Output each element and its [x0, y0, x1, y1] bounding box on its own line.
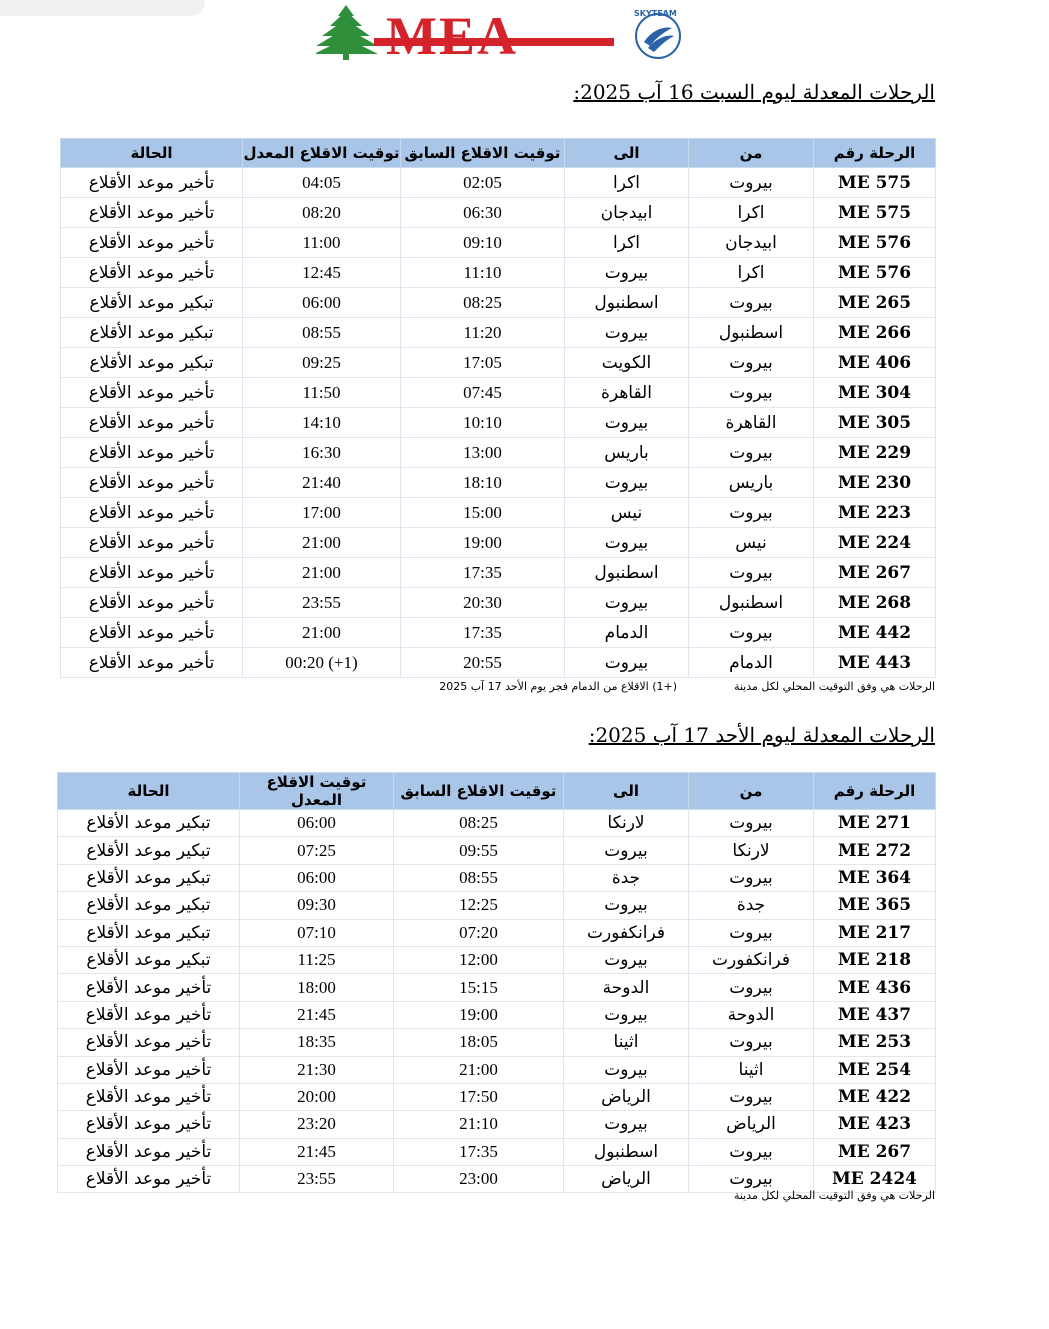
destination-city: بيروت: [564, 946, 689, 973]
flight-number: ME 436: [814, 974, 936, 1001]
new-departure: 21:40: [243, 468, 401, 498]
previous-departure: 06:30: [401, 198, 565, 228]
destination-city: الدوحة: [564, 974, 689, 1001]
plus-one-note: (+1) الاقلاع من الدمام فجر يوم الأحد 17 آب 2025: [439, 680, 677, 693]
table-row: [58, 1111, 936, 1138]
table-row: [58, 892, 936, 919]
status-text: تأخير موعد الأقلاع: [58, 1001, 240, 1028]
flight-number: ME 230: [814, 468, 936, 498]
status-text: تأخير موعد الأقلاع: [58, 1166, 240, 1193]
table-body: [61, 168, 936, 678]
previous-departure: 20:55: [401, 648, 565, 678]
col-flight: الرحلة رقم: [814, 773, 936, 810]
table-header-row: [58, 773, 936, 810]
col-status: الحالة: [61, 139, 243, 168]
previous-departure: 17:35: [401, 618, 565, 648]
destination-city: بيروت: [565, 408, 689, 438]
status-text: تبكير موعد الأقلاع: [61, 348, 243, 378]
flight-number: ME 575: [814, 168, 936, 198]
origin-city: فرانكفورت: [689, 946, 814, 973]
status-text: تبكير موعد الأقلاع: [61, 288, 243, 318]
previous-departure: 09:10: [401, 228, 565, 258]
local-time-note: الرحلات هي وفق التوقيت المحلي لكل مدينة: [733, 1189, 935, 1202]
status-text: تأخير موعد الأقلاع: [61, 588, 243, 618]
flight-number: ME 365: [814, 892, 936, 919]
previous-departure: 15:00: [401, 498, 565, 528]
status-text: تأخير موعد الأقلاع: [61, 528, 243, 558]
table-row: [61, 258, 936, 288]
table-row: [58, 1083, 936, 1110]
origin-city: بيروت: [689, 288, 814, 318]
new-departure: 07:10: [240, 919, 394, 946]
previous-departure: 18:05: [394, 1029, 564, 1056]
origin-city: بيروت: [689, 348, 814, 378]
new-departure: 09:30: [240, 892, 394, 919]
flight-number: ME 442: [814, 618, 936, 648]
new-departure: 08:55: [243, 318, 401, 348]
status-text: تأخير موعد الأقلاع: [58, 1083, 240, 1110]
origin-city: بيروت: [689, 974, 814, 1001]
origin-city: بيروت: [689, 498, 814, 528]
origin-city: نيس: [689, 528, 814, 558]
table-body: [58, 810, 936, 1193]
destination-city: بيروت: [564, 892, 689, 919]
status-text: تأخير موعد الأقلاع: [61, 168, 243, 198]
new-departure: 21:00: [243, 528, 401, 558]
destination-city: بيروت: [565, 318, 689, 348]
origin-city: الدوحة: [689, 1001, 814, 1028]
new-departure: 17:00: [243, 498, 401, 528]
new-departure: 23:55: [240, 1166, 394, 1193]
status-text: تبكير موعد الأقلاع: [58, 892, 240, 919]
destination-city: اكرا: [565, 228, 689, 258]
flight-number: ME 271: [814, 810, 936, 837]
flight-number: ME 253: [814, 1029, 936, 1056]
previous-departure: 19:00: [394, 1001, 564, 1028]
new-departure: 21:30: [240, 1056, 394, 1083]
table-row: [61, 558, 936, 588]
flight-number: ME 2424: [814, 1166, 936, 1193]
flight-number: ME 364: [814, 864, 936, 891]
status-text: تأخير موعد الأقلاع: [58, 1056, 240, 1083]
new-departure: 14:10: [243, 408, 401, 438]
destination-city: لارنكا: [564, 810, 689, 837]
destination-city: ابيدجان: [565, 198, 689, 228]
origin-city: اثينا: [689, 1056, 814, 1083]
flight-number: ME 229: [814, 438, 936, 468]
new-departure: 21:45: [240, 1001, 394, 1028]
origin-city: بيروت: [689, 1138, 814, 1165]
previous-departure: 17:50: [394, 1083, 564, 1110]
table-row: [61, 528, 936, 558]
status-text: تأخير موعد الأقلاع: [61, 468, 243, 498]
destination-city: بيروت: [564, 1056, 689, 1083]
destination-city: فرانكفورت: [564, 919, 689, 946]
previous-departure: 12:00: [394, 946, 564, 973]
flight-number: ME 437: [814, 1001, 936, 1028]
table-row: [61, 318, 936, 348]
origin-city: بيروت: [689, 378, 814, 408]
origin-city: بيروت: [689, 864, 814, 891]
status-text: تأخير موعد الأقلاع: [58, 1111, 240, 1138]
table-row: [61, 378, 936, 408]
table-row: [58, 1001, 936, 1028]
destination-city: بيروت: [564, 1001, 689, 1028]
origin-city: اكرا: [689, 258, 814, 288]
origin-city: اكرا: [689, 198, 814, 228]
flight-number: ME 267: [814, 558, 936, 588]
previous-departure: 21:10: [394, 1111, 564, 1138]
flight-number: ME 224: [814, 528, 936, 558]
col-new-time: توقيت الاقلاع المعدل: [240, 773, 394, 810]
status-text: تأخير موعد الأقلاع: [61, 558, 243, 588]
col-from: من: [689, 139, 814, 168]
previous-departure: 02:05: [401, 168, 565, 198]
destination-city: اثينا: [564, 1029, 689, 1056]
page-corner-tab: [0, 0, 205, 16]
status-text: تبكير موعد الأقلاع: [58, 946, 240, 973]
flight-number: ME 272: [814, 837, 936, 864]
origin-city: بيروت: [689, 1029, 814, 1056]
previous-departure: 08:55: [394, 864, 564, 891]
origin-city: القاهرة: [689, 408, 814, 438]
status-text: تأخير موعد الأقلاع: [61, 498, 243, 528]
previous-departure: 17:35: [401, 558, 565, 588]
origin-city: الدمام: [689, 648, 814, 678]
destination-city: القاهرة: [565, 378, 689, 408]
destination-city: بيروت: [565, 258, 689, 288]
new-departure: 00:20 (+1): [243, 648, 401, 678]
table-row: [61, 468, 936, 498]
table-row: [61, 348, 936, 378]
destination-city: اسطنبول: [565, 288, 689, 318]
flight-number: ME 576: [814, 258, 936, 288]
cedar-tree-icon: [316, 5, 378, 60]
flight-number: ME 223: [814, 498, 936, 528]
origin-city: اسطنبول: [689, 588, 814, 618]
skyteam-label: SKYTEAM: [634, 9, 677, 18]
previous-departure: 08:25: [394, 810, 564, 837]
table-row: [61, 648, 936, 678]
flight-number: ME 266: [814, 318, 936, 348]
origin-city: بيروت: [689, 810, 814, 837]
destination-city: الكويت: [565, 348, 689, 378]
previous-departure: 15:15: [394, 974, 564, 1001]
destination-city: اكرا: [565, 168, 689, 198]
origin-city: بيروت: [689, 618, 814, 648]
table-row: [61, 168, 936, 198]
status-text: تأخير موعد الأقلاع: [61, 198, 243, 228]
origin-city: لارنكا: [689, 837, 814, 864]
new-departure: 07:25: [240, 837, 394, 864]
table-row: [58, 837, 936, 864]
mea-logo: [316, 2, 696, 66]
flight-number: ME 305: [814, 408, 936, 438]
table-row: [61, 498, 936, 528]
status-text: تأخير موعد الأقلاع: [61, 228, 243, 258]
flight-number: ME 304: [814, 378, 936, 408]
previous-departure: 11:10: [401, 258, 565, 288]
origin-city: بيروت: [689, 168, 814, 198]
logo-text: MEA: [386, 6, 518, 66]
origin-city: باريس: [689, 468, 814, 498]
flight-number: ME 218: [814, 946, 936, 973]
new-departure: 21:00: [243, 558, 401, 588]
table-row: [61, 438, 936, 468]
previous-departure: 10:10: [401, 408, 565, 438]
destination-city: بيروت: [565, 648, 689, 678]
new-departure: 21:45: [240, 1138, 394, 1165]
skyteam-icon: [634, 9, 680, 58]
col-from: من: [689, 773, 814, 810]
new-departure: 09:25: [243, 348, 401, 378]
new-departure: 06:00: [243, 288, 401, 318]
new-departure: 11:50: [243, 378, 401, 408]
destination-city: بيروت: [564, 837, 689, 864]
table-row: [58, 974, 936, 1001]
status-text: تأخير موعد الأقلاع: [58, 1138, 240, 1165]
table-row: [61, 618, 936, 648]
previous-departure: 11:20: [401, 318, 565, 348]
status-text: تأخير موعد الأقلاع: [61, 618, 243, 648]
col-to: الى: [565, 139, 689, 168]
table-row: [61, 198, 936, 228]
table-row: [58, 1029, 936, 1056]
new-departure: 11:00: [243, 228, 401, 258]
schedule-table-saturday: [60, 138, 936, 678]
flight-number: ME 254: [814, 1056, 936, 1083]
destination-city: الرياض: [564, 1166, 689, 1193]
new-departure: 04:05: [243, 168, 401, 198]
status-text: تأخير موعد الأقلاع: [61, 408, 243, 438]
previous-departure: 23:00: [394, 1166, 564, 1193]
origin-city: بيروت: [689, 438, 814, 468]
destination-city: بيروت: [565, 468, 689, 498]
table-row: [58, 1138, 936, 1165]
destination-city: بيروت: [564, 1111, 689, 1138]
schedule-table-sunday: [57, 772, 936, 1193]
table-row: [61, 228, 936, 258]
col-prev-time: توقيت الاقلاع السابق: [401, 139, 565, 168]
previous-departure: 12:25: [394, 892, 564, 919]
origin-city: بيروت: [689, 1083, 814, 1110]
table-row: [61, 588, 936, 618]
section2-title: الرحلات المعدلة ليوم الأحد 17 آب 2025:: [588, 723, 935, 747]
table-row: [61, 408, 936, 438]
flight-number: ME 267: [814, 1138, 936, 1165]
destination-city: بيروت: [565, 588, 689, 618]
new-departure: 23:55: [243, 588, 401, 618]
flight-number: ME 422: [814, 1083, 936, 1110]
status-text: تبكير موعد الأقلاع: [58, 810, 240, 837]
status-text: تبكير موعد الأقلاع: [58, 864, 240, 891]
new-departure: 18:35: [240, 1029, 394, 1056]
new-departure: 18:00: [240, 974, 394, 1001]
previous-departure: 09:55: [394, 837, 564, 864]
previous-departure: 07:20: [394, 919, 564, 946]
status-text: تأخير موعد الأقلاع: [61, 258, 243, 288]
flight-number: ME 576: [814, 228, 936, 258]
destination-city: باريس: [565, 438, 689, 468]
new-departure: 06:00: [240, 810, 394, 837]
previous-departure: 20:30: [401, 588, 565, 618]
origin-city: بيروت: [689, 1166, 814, 1193]
previous-departure: 17:35: [394, 1138, 564, 1165]
previous-departure: 19:00: [401, 528, 565, 558]
col-to: الى: [564, 773, 689, 810]
flight-number: ME 406: [814, 348, 936, 378]
previous-departure: 07:45: [401, 378, 565, 408]
new-departure: 21:00: [243, 618, 401, 648]
previous-departure: 21:00: [394, 1056, 564, 1083]
destination-city: الرياض: [564, 1083, 689, 1110]
table-header-row: [61, 139, 936, 168]
new-departure: 06:00: [240, 864, 394, 891]
previous-departure: 13:00: [401, 438, 565, 468]
origin-city: بيروت: [689, 919, 814, 946]
destination-city: بيروت: [565, 528, 689, 558]
origin-city: جدة: [689, 892, 814, 919]
table-row: [58, 1056, 936, 1083]
status-text: تبكير موعد الأقلاع: [58, 919, 240, 946]
flight-number: ME 265: [814, 288, 936, 318]
new-departure: 12:45: [243, 258, 401, 288]
flight-number: ME 268: [814, 588, 936, 618]
origin-city: بيروت: [689, 558, 814, 588]
table-row: [58, 864, 936, 891]
previous-departure: 18:10: [401, 468, 565, 498]
destination-city: اسطنبول: [564, 1138, 689, 1165]
status-text: تبكير موعد الأقلاع: [61, 318, 243, 348]
col-new-time: توقيت الاقلاع المعدل: [243, 139, 401, 168]
destination-city: اسطنبول: [565, 558, 689, 588]
section1-title: الرحلات المعدلة ليوم السبت 16 آب 2025:: [573, 80, 935, 104]
new-departure: 23:20: [240, 1111, 394, 1138]
previous-departure: 08:25: [401, 288, 565, 318]
flight-number: ME 217: [814, 919, 936, 946]
origin-city: ابيدجان: [689, 228, 814, 258]
table-row: [58, 919, 936, 946]
destination-city: نيس: [565, 498, 689, 528]
destination-city: جدة: [564, 864, 689, 891]
status-text: تأخير موعد الأقلاع: [61, 378, 243, 408]
flight-number: ME 423: [814, 1111, 936, 1138]
origin-city: اسطنبول: [689, 318, 814, 348]
status-text: تأخير موعد الأقلاع: [61, 438, 243, 468]
previous-departure: 17:05: [401, 348, 565, 378]
new-departure: 08:20: [243, 198, 401, 228]
new-departure: 20:00: [240, 1083, 394, 1110]
col-prev-time: توقيت الاقلاع السابق: [394, 773, 564, 810]
destination-city: الدمام: [565, 618, 689, 648]
col-status: الحالة: [58, 773, 240, 810]
flight-number: ME 575: [814, 198, 936, 228]
col-flight: الرحلة رقم: [814, 139, 936, 168]
status-text: تأخير موعد الأقلاع: [58, 974, 240, 1001]
status-text: تأخير موعد الأقلاع: [58, 1029, 240, 1056]
table-row: [58, 946, 936, 973]
status-text: تأخير موعد الأقلاع: [61, 648, 243, 678]
local-time-note: الرحلات هي وفق التوقيت المحلي لكل مدينة: [733, 680, 935, 693]
origin-city: الرياض: [689, 1111, 814, 1138]
flight-number: ME 443: [814, 648, 936, 678]
new-departure: 16:30: [243, 438, 401, 468]
table-row: [58, 810, 936, 837]
table-row: [61, 288, 936, 318]
new-departure: 11:25: [240, 946, 394, 973]
status-text: تبكير موعد الأقلاع: [58, 837, 240, 864]
